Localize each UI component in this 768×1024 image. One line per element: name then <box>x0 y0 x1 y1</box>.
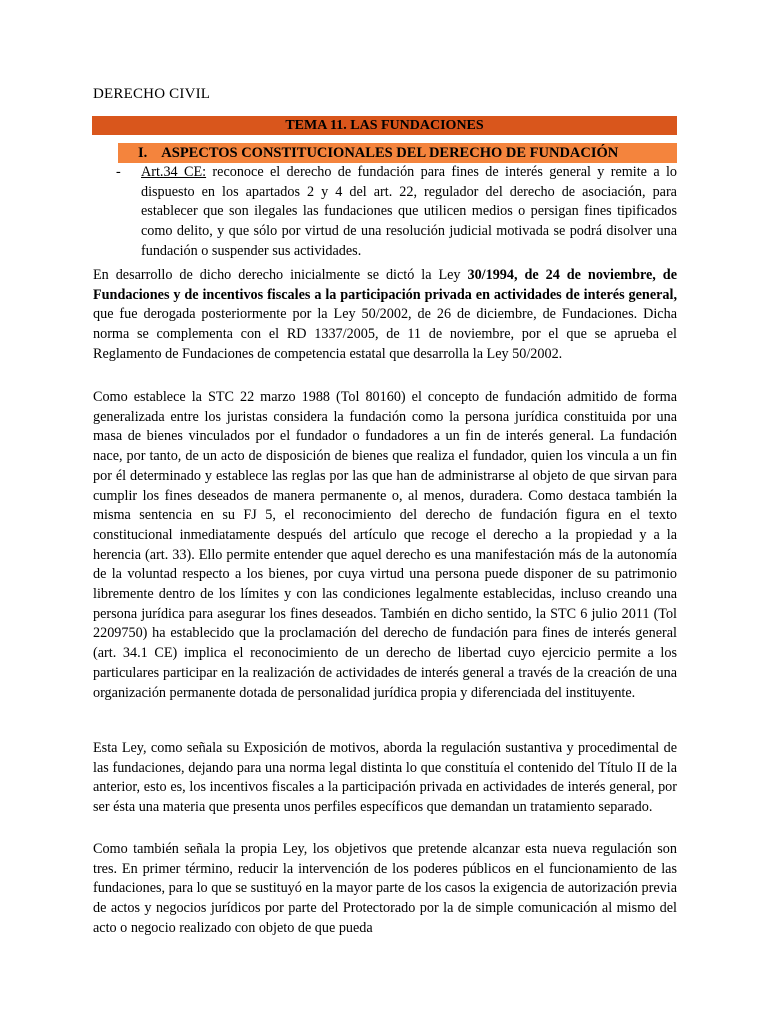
p1-rest: que fue derogada posteriormente por la Ley 50/2002, de 26 de diciembre, de Fundaciones. Dicha norma se complementa con el RD 1337/2005, de 11 de noviembre, por el que se aprueba el Reglamento de Fundaciones de competencia estatal que desarrolla la Ley 50/2002. <box>93 306 677 362</box>
section-number: I. <box>138 144 148 161</box>
paragraph-objetivos: Como también señala la propia Ley, los objetivos que pretende alcanzar esta nueva regulación son tres. En primer término, reducir la intervención de los poderes públicos en el funcionamiento de las fundaciones, para lo que se sustituyó en la mayor parte de los casos la exigencia de autorización previa de actos y negocios jurídicos por parte del Protectorado por la de simple comunicación al mismo del acto o negocio realizado con objeto de que pueda <box>93 841 677 936</box>
chapter-title-bar <box>92 116 677 135</box>
p1-law-citation: 30/1994, de 24 de noviembre, de Fundaciones y de incentivos fiscales a la participación privada en actividades de interés general, <box>93 267 677 303</box>
paragraph-exposicion-motivos: Esta Ley, como señala su Exposición de motivos, aborda la regulación sustantiva y procedimental de las fundaciones, dejando para una norma legal distinta lo que constituía el contenido del Título II de la anterior, esto es, los incentivos fiscales a la participación privada en actividades de interés general, por ser ésta una materia que presenta unos perfiles específicos que demandan un tratamiento separado. <box>93 740 677 816</box>
document-header: DERECHO CIVIL <box>93 86 211 102</box>
bullet-item-art34 <box>93 163 677 262</box>
section-title: ASPECTOS CONSTITUCIONALES DEL DERECHO DE FUNDACIÓN <box>161 144 619 161</box>
chapter-title: TEMA 11. LAS FUNDACIONES <box>285 117 484 133</box>
article-reference-link: Art.34 CE: <box>141 164 207 180</box>
bullet-dash: - <box>116 164 121 180</box>
p1-lead: En desarrollo de dicho derecho inicialmente se dictó la Ley <box>93 267 468 283</box>
bullet-body: reconoce el derecho de fundación para fines de interés general y remite a lo dispuesto en los apartados 2 y 4 del art. 22, regulador del derecho de asociación, para establecer que son ilegales las fundaciones que utilicen medios o persigan fines tipificados como delito, y que sólo por virtud de una resolución judicial motivada se podrá disolver una fundación o suspender sus actividades. <box>141 164 678 259</box>
bullet-text <box>141 163 677 262</box>
paragraph-stc-concepto: Como establece la STC 22 marzo 1988 (Tol 80160) el concepto de fundación admitido de forma generalizada entre los juristas considera la fundación como la persona jurídica constituida por una masa de bienes vinculados por el fundador o fundadores a un fin de interés general. La fundación nace, por tanto, de un acto de disposición de bienes que realiza el fundador, quien los vincula a un fin por él determinado y establece las reglas por las que han de administrarse al objeto de que sirvan para cumplir los fines deseados de manera permanente o, al menos, duradera. Como destaca también la misma sentencia en su FJ 5, el reconocimiento del derecho de fundación figura en el texto constitucional inmediatamente después del artículo que recoge el derecho a la propiedad y a la herencia (art. 33). Ello permite entender que aquel derecho es una manifestación más de la autonomía de la voluntad respecto a los bienes, por cuya virtud una persona puede disponer de su patrimonio libremente dentro de los límites y con las condiciones legalmente establecidas, incluso creando una persona jurídica para asegurar los fines deseados. También en dicho sentido, la STC 6 julio 2011 (Tol 2209750) ha establecido que la proclamación del derecho de fundación para fines de interés general (art. 34.1 CE) implica el reconocimiento de un derecho de libertad cuyo ejercicio permite a los particulares participar en la realización de actividades de interés general a través de la creación de una organización permanente dotada de personalidad jurídica propia y diferenciada del instituyente. <box>93 389 677 701</box>
paragraph-ley-fundaciones <box>93 266 677 365</box>
section-heading-bar <box>118 143 677 163</box>
